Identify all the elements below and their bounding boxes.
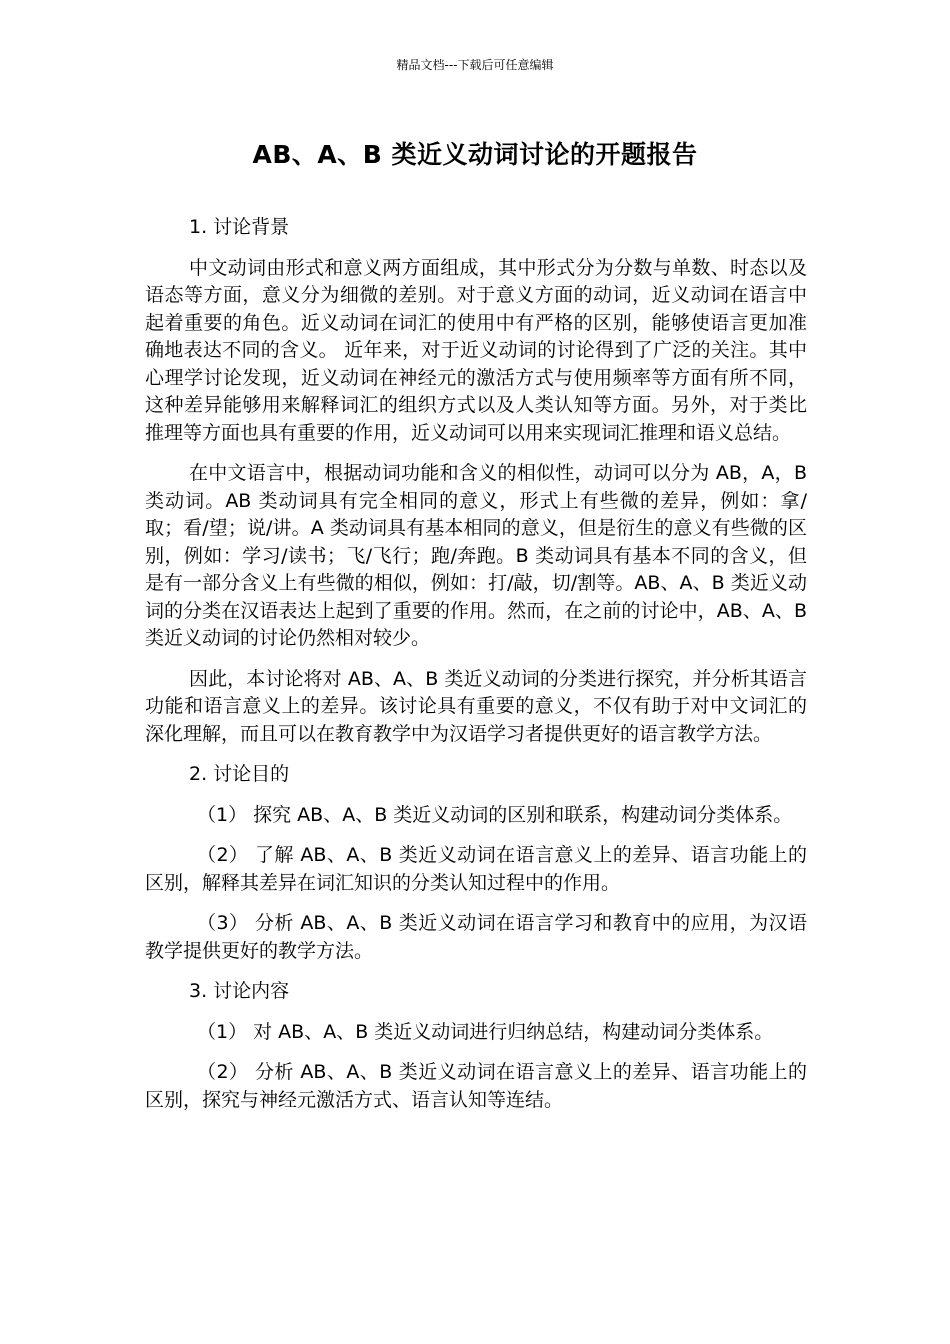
list-item: （1） 探究 AB、A、B 类近义动词的区别和联系，构建动词分类体系。: [197, 803, 793, 826]
section-heading-purpose: 2. 讨论目的: [189, 763, 290, 785]
list-item: （3） 分析 AB、A、B 类近义动词在语言学习和教育中的应用，为汉语教学提供更好的教学方法。: [145, 912, 807, 962]
document-title: AB、A、B 类近义动词讨论的开题报告: [252, 140, 698, 169]
section-heading-background: 1. 讨论背景: [189, 216, 290, 238]
section-heading-content: 3. 讨论内容: [189, 980, 290, 1002]
paragraph: 在中文语言中，根据动词功能和含义的相似性，动词可以分为 AB，A，B 类动词。AB 类动词具有完全相同的意义，形式上有些微的差异，例如：拿/取；看/望；说/讲。A 类动词具有基本相同的意义，但是衍生的意义有些微的区别，例如：学习/读书；飞/飞行；跑/奔跑。B 类动词具有基本不同的含义，但是有一部分含义上有些微的相似，例如：打/敲，切/割等。AB、A、B 类近义动词的分类在汉语表达上起到了重要的作用。然而，在之前的讨论中，AB、A、B 类近义动词的讨论仍然相对较少。: [145, 462, 807, 649]
document-body: [145, 214, 807, 1127]
paragraph: 中文动词由形式和意义两方面组成，其中形式分为分数与单数、时态以及语态等方面，意义分为细微的差别。对于意义方面的动词，近义动词在语言中起着重要的角色。近义动词在词汇的使用中有严格的区别，能够使语言更加准确地表达不同的含义。 近年来，对于近义动词的讨论得到了广泛的关注。其中心理学讨论发现，近义动词在神经元的激活方式与使用频率等方面有所不同，这种差异能够用来解释词汇的组织方式以及人类认知等方面。另外，对于类比推理等方面也具有重要的作用，近义动词可以用来实现词汇推理和语义总结。: [145, 256, 807, 444]
list-item: （1） 对 AB、A、B 类近义动词进行归纳总结，构建动词分类体系。: [197, 1020, 774, 1043]
list-item: （2） 分析 AB、A、B 类近义动词在语言意义上的差异、语言功能上的区别，探究与神经元激活方式、语言认知等连结。: [145, 1061, 807, 1111]
list-item: （2） 了解 AB、A、B 类近义动词在语言意义上的差异、语言功能上的区别，解释其差异在词汇知识的分类认知过程中的作用。: [145, 844, 807, 894]
paragraph: 因此，本讨论将对 AB、A、B 类近义动词的分类进行探究，并分析其语言功能和语言意义上的差异。该讨论具有重要的意义，不仅有助于对中文词汇的深化理解，而且可以在教育教学中为汉语学习者提供更好的语言教学方法。: [145, 667, 807, 745]
page-header: 精品文档---下载后可任意编辑: [396, 58, 554, 72]
